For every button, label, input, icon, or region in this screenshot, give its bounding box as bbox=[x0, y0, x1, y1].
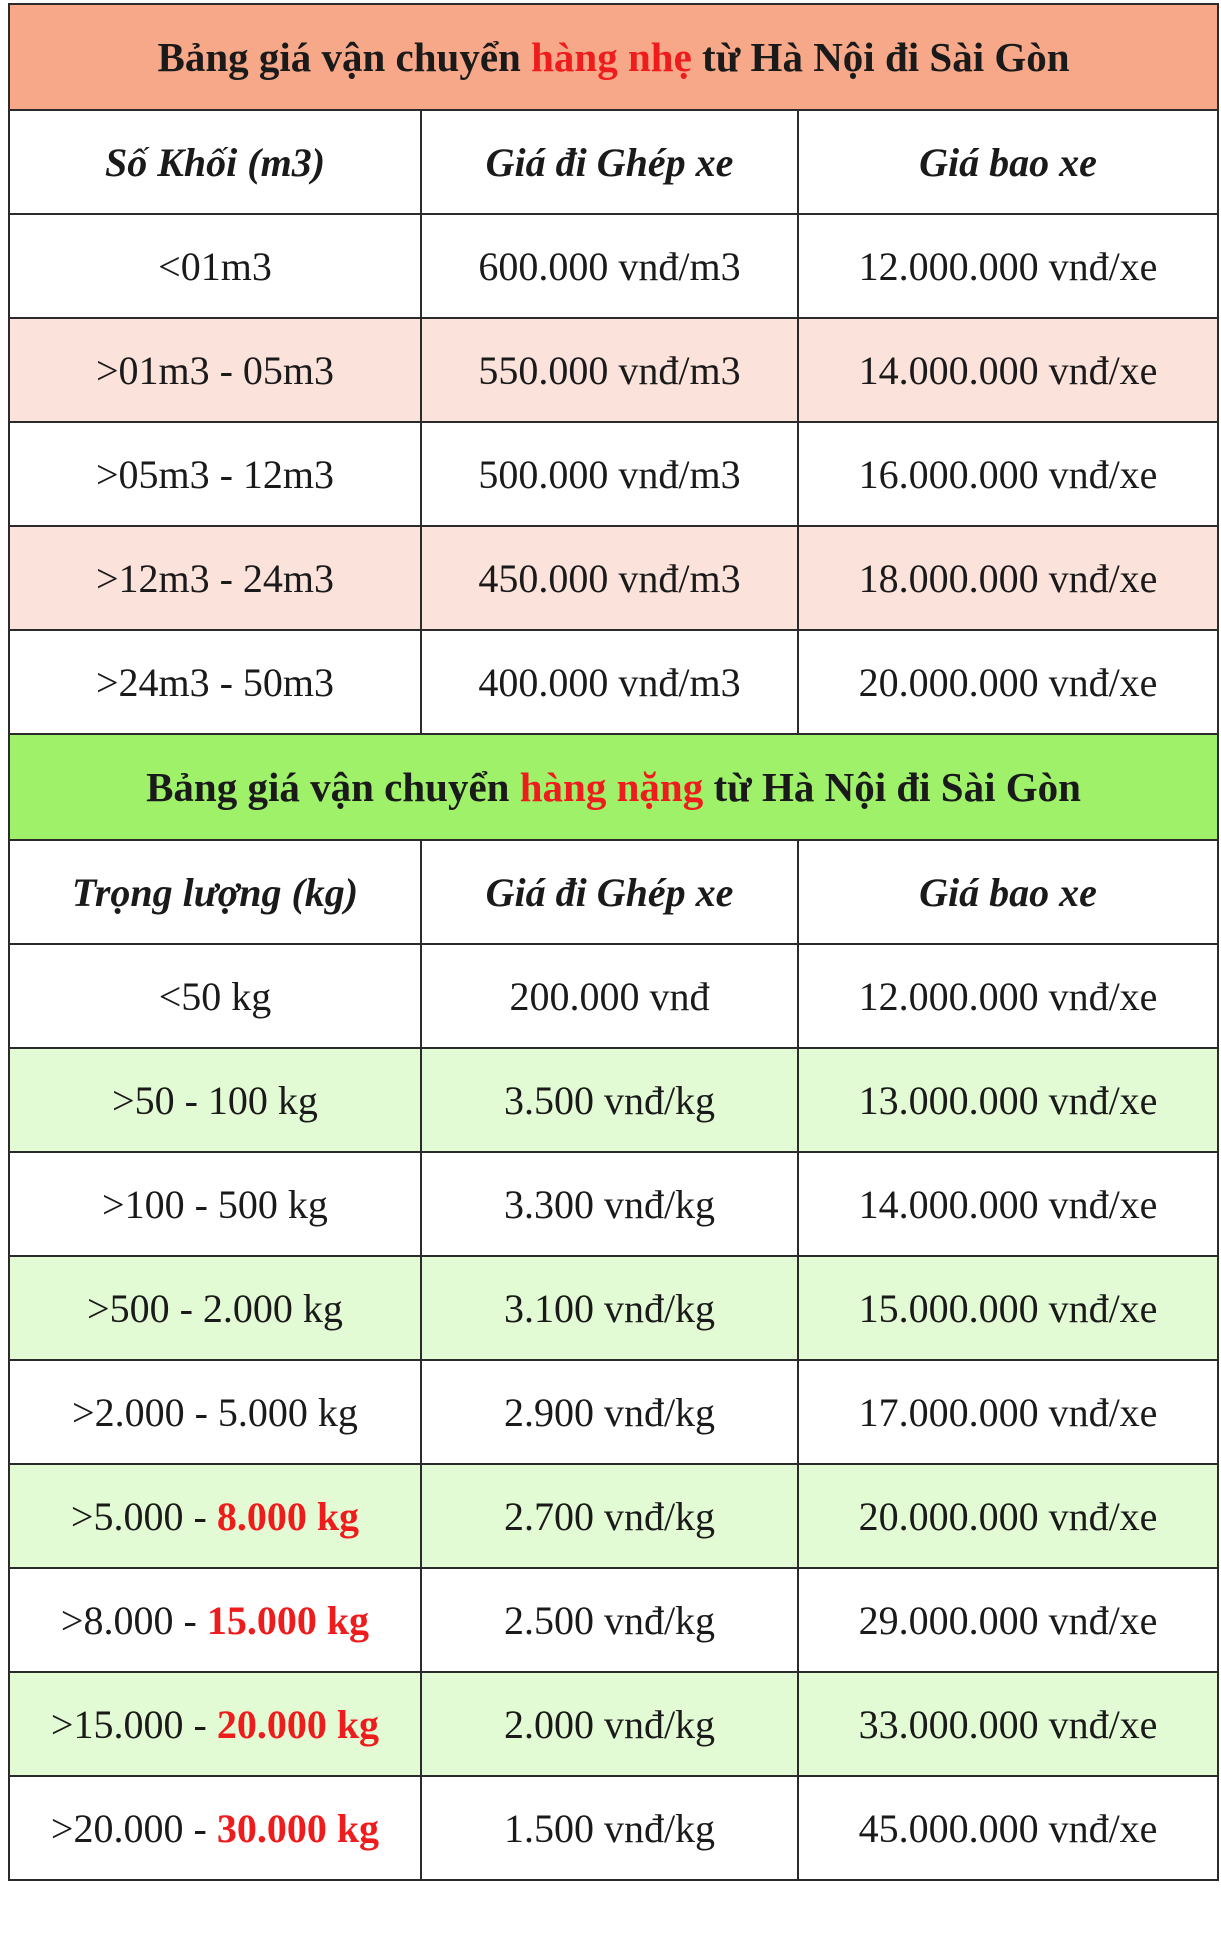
shared-price-cell: 3.100 vnđ/kg bbox=[421, 1256, 798, 1360]
shared-price-cell: 200.000 vnđ bbox=[421, 944, 798, 1048]
shared-price-cell: 450.000 vnđ/m3 bbox=[421, 526, 798, 630]
heavy-goods-title bbox=[9, 734, 1218, 840]
weight-cell bbox=[9, 1360, 421, 1464]
shared-price-cell: 400.000 vnđ/m3 bbox=[421, 630, 798, 734]
shared-price-cell: 550.000 vnđ/m3 bbox=[421, 318, 798, 422]
shared-price-cell: 2.000 vnđ/kg bbox=[421, 1672, 798, 1776]
table-row bbox=[9, 1568, 1218, 1672]
weight-range-end: 20.000 kg bbox=[216, 1701, 380, 1747]
full-truck-price-cell: 20.000.000 vnđ/xe bbox=[798, 1464, 1218, 1568]
full-truck-price-cell: 15.000.000 vnđ/xe bbox=[798, 1256, 1218, 1360]
weight-range: <50 kg bbox=[158, 973, 272, 1019]
full-truck-price-cell: 16.000.000 vnđ/xe bbox=[798, 422, 1218, 526]
weight-cell bbox=[9, 1568, 421, 1672]
table-row bbox=[9, 1256, 1218, 1360]
column-header-volume: Số Khối (m3) bbox=[9, 110, 421, 214]
table-row bbox=[9, 1360, 1218, 1464]
shared-price-cell: 3.300 vnđ/kg bbox=[421, 1152, 798, 1256]
shared-price-cell: 2.500 vnđ/kg bbox=[421, 1568, 798, 1672]
weight-cell bbox=[9, 1152, 421, 1256]
column-header-full-truck-price: Giá bao xe bbox=[798, 110, 1218, 214]
table-row bbox=[9, 1464, 1218, 1568]
shared-price-cell: 3.500 vnđ/kg bbox=[421, 1048, 798, 1152]
shared-price-cell: 1.500 vnđ/kg bbox=[421, 1776, 798, 1880]
weight-range: >500 - 2.000 kg bbox=[87, 1285, 343, 1331]
weight-cell bbox=[9, 1776, 421, 1880]
heavy-goods-title-row bbox=[9, 734, 1218, 840]
table-row bbox=[9, 214, 1218, 318]
table-row bbox=[9, 1776, 1218, 1880]
volume-cell: <01m3 bbox=[9, 214, 421, 318]
full-truck-price-cell: 45.000.000 vnđ/xe bbox=[798, 1776, 1218, 1880]
title-suffix: từ Hà Nội đi Sài Gòn bbox=[703, 764, 1081, 810]
full-truck-price-cell: 14.000.000 vnđ/xe bbox=[798, 318, 1218, 422]
volume-cell: >01m3 - 05m3 bbox=[9, 318, 421, 422]
weight-range: >100 - 500 kg bbox=[102, 1181, 328, 1227]
light-goods-title bbox=[9, 4, 1218, 110]
table-row bbox=[9, 944, 1218, 1048]
weight-range-start: >15.000 - bbox=[50, 1701, 217, 1747]
column-header-shared-price: Giá đi Ghép xe bbox=[421, 840, 798, 944]
weight-cell bbox=[9, 944, 421, 1048]
full-truck-price-cell: 18.000.000 vnđ/xe bbox=[798, 526, 1218, 630]
volume-cell: >05m3 - 12m3 bbox=[9, 422, 421, 526]
weight-cell bbox=[9, 1464, 421, 1568]
column-header-full-truck-price: Giá bao xe bbox=[798, 840, 1218, 944]
weight-cell bbox=[9, 1256, 421, 1360]
table-row bbox=[9, 630, 1218, 734]
full-truck-price-cell: 12.000.000 vnđ/xe bbox=[798, 214, 1218, 318]
weight-range: >2.000 - 5.000 kg bbox=[72, 1389, 358, 1435]
light-goods-header-row bbox=[9, 110, 1218, 214]
volume-cell: >24m3 - 50m3 bbox=[9, 630, 421, 734]
table-row bbox=[9, 318, 1218, 422]
shared-price-cell: 2.700 vnđ/kg bbox=[421, 1464, 798, 1568]
title-highlight: hàng nặng bbox=[519, 764, 704, 810]
weight-range-end: 30.000 kg bbox=[216, 1805, 380, 1851]
weight-range-end: 15.000 kg bbox=[206, 1597, 370, 1643]
volume-cell: >12m3 - 24m3 bbox=[9, 526, 421, 630]
column-header-shared-price: Giá đi Ghép xe bbox=[421, 110, 798, 214]
weight-range-end: 8.000 kg bbox=[216, 1493, 360, 1539]
table-row bbox=[9, 1672, 1218, 1776]
weight-range-start: >8.000 - bbox=[60, 1597, 207, 1643]
full-truck-price-cell: 29.000.000 vnđ/xe bbox=[798, 1568, 1218, 1672]
table-row bbox=[9, 1152, 1218, 1256]
shared-price-cell: 600.000 vnđ/m3 bbox=[421, 214, 798, 318]
table-row bbox=[9, 422, 1218, 526]
shared-price-cell: 2.900 vnđ/kg bbox=[421, 1360, 798, 1464]
weight-cell bbox=[9, 1048, 421, 1152]
light-goods-title-row bbox=[9, 4, 1218, 110]
weight-range-start: >20.000 - bbox=[50, 1805, 217, 1851]
shipping-price-table bbox=[8, 3, 1219, 1881]
full-truck-price-cell: 14.000.000 vnđ/xe bbox=[798, 1152, 1218, 1256]
full-truck-price-cell: 17.000.000 vnđ/xe bbox=[798, 1360, 1218, 1464]
title-prefix: Bảng giá vận chuyển bbox=[146, 764, 520, 810]
weight-cell bbox=[9, 1672, 421, 1776]
title-highlight: hàng nhẹ bbox=[531, 34, 692, 80]
full-truck-price-cell: 13.000.000 vnđ/xe bbox=[798, 1048, 1218, 1152]
title-prefix: Bảng giá vận chuyển bbox=[157, 34, 532, 80]
title-suffix: từ Hà Nội đi Sài Gòn bbox=[691, 34, 1070, 80]
heavy-goods-header-row bbox=[9, 840, 1218, 944]
table-row bbox=[9, 526, 1218, 630]
shared-price-cell: 500.000 vnđ/m3 bbox=[421, 422, 798, 526]
column-header-weight: Trọng lượng (kg) bbox=[9, 840, 421, 944]
table-row bbox=[9, 1048, 1218, 1152]
full-truck-price-cell: 33.000.000 vnđ/xe bbox=[798, 1672, 1218, 1776]
full-truck-price-cell: 12.000.000 vnđ/xe bbox=[798, 944, 1218, 1048]
full-truck-price-cell: 20.000.000 vnđ/xe bbox=[798, 630, 1218, 734]
weight-range: >50 - 100 kg bbox=[112, 1077, 318, 1123]
weight-range-start: >5.000 - bbox=[70, 1493, 217, 1539]
